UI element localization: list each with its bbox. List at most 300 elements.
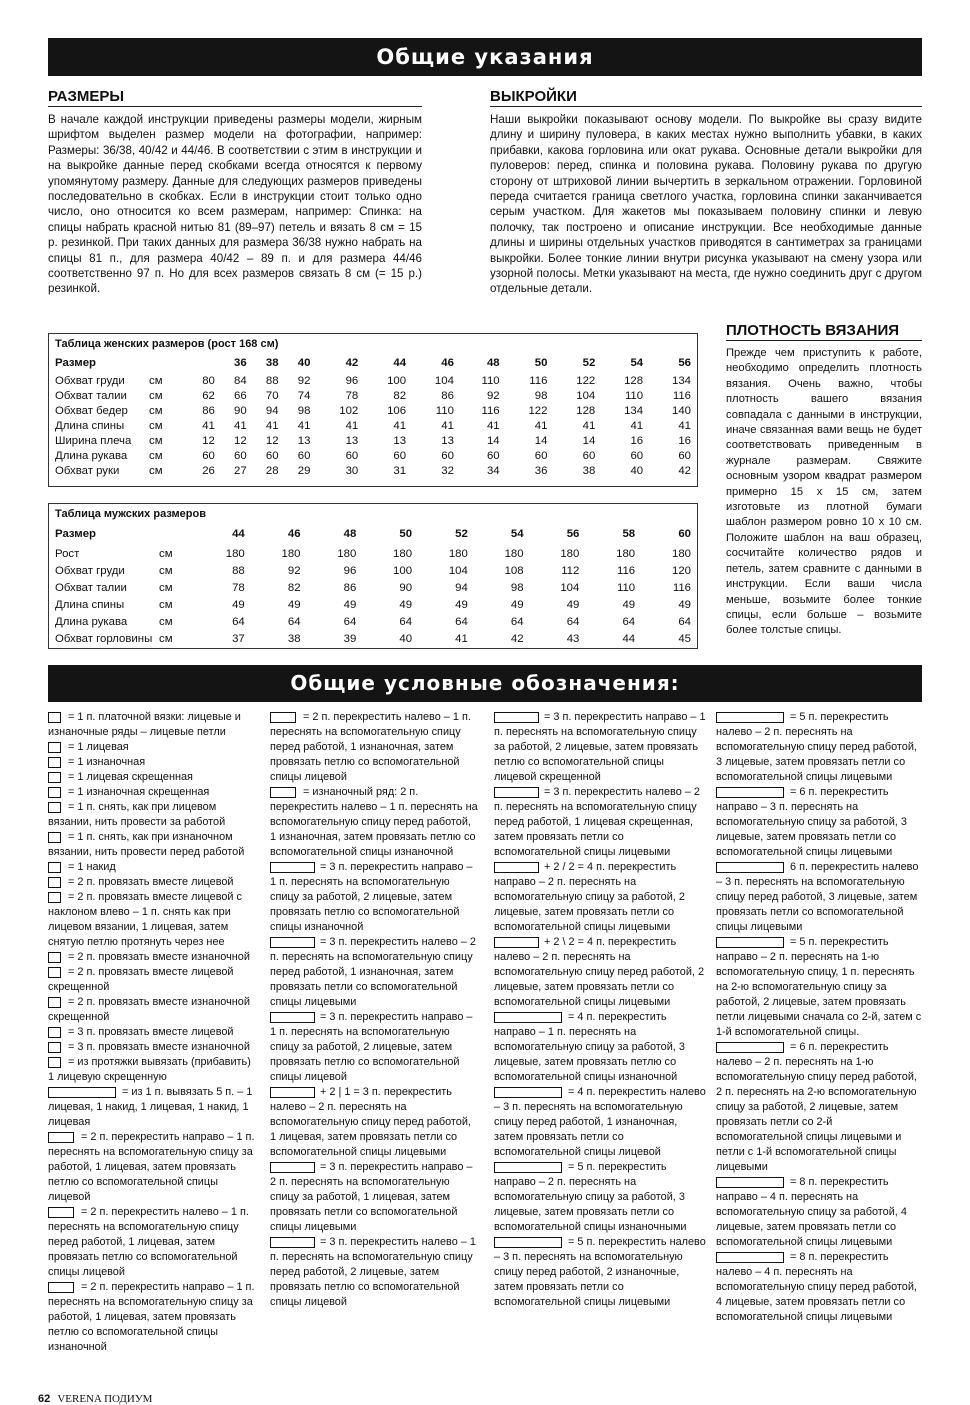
legend-text: = 3 п. перекрестить направо – 1 п. переснять на вспомогательную спицу за работой, 2 лицевые, затем провязать петлю со вспомогательной спицы изнаночной bbox=[270, 861, 473, 933]
table-cell: 49 bbox=[455, 598, 468, 611]
table-cell: 96 bbox=[345, 374, 359, 387]
legend-text: = 3 п. перекрестить налево – 2 п. переснять на вспомогательную спицу перед работой, 1 лицевая скрещенная, затем провязать петли со вспомогательной спицы лицевыми bbox=[494, 786, 700, 858]
table-cell: 13 bbox=[441, 434, 454, 447]
table-cell: 41 bbox=[630, 419, 644, 432]
table-cell: 64 bbox=[232, 615, 245, 628]
legend-item bbox=[48, 1280, 256, 1355]
legend-item bbox=[48, 785, 256, 800]
table-cell: 100 bbox=[393, 564, 413, 577]
table-cell: 94 bbox=[265, 404, 279, 417]
table-cell: 13 bbox=[297, 434, 311, 447]
table-cell: 90 bbox=[399, 581, 413, 594]
legend-text: + 2 \ 2 = 4 п. перекрестить налево – 2 п. переснять на вспомогательную спицу перед работой, 2 лицевые, затем провязать петли со вспомогательной спицы лицевыми bbox=[494, 936, 705, 1008]
row-unit: см bbox=[159, 581, 173, 594]
table-cell: 180 bbox=[448, 547, 468, 560]
legend-item bbox=[48, 710, 256, 740]
stitch-symbol-icon bbox=[48, 1207, 74, 1218]
legend-item bbox=[716, 935, 922, 1040]
stitch-symbol-icon bbox=[270, 862, 315, 873]
row-label: Обхват талии bbox=[55, 581, 127, 594]
size-header-cell: 46 bbox=[441, 356, 454, 369]
section-banner-legend: Общие условные обозначения: bbox=[48, 665, 922, 702]
stitch-symbol-icon bbox=[494, 712, 539, 723]
legend-text: = 2 п. провязать вместе изнаночной bbox=[68, 951, 250, 963]
row-unit: см bbox=[149, 434, 163, 447]
size-header-cell: 54 bbox=[510, 527, 524, 540]
legend-item bbox=[48, 770, 256, 785]
legend-item bbox=[494, 1010, 706, 1085]
table-cell: 31 bbox=[393, 464, 407, 477]
table-cell: 98 bbox=[534, 389, 548, 402]
legend-item bbox=[494, 935, 706, 1010]
stitch-symbol-icon bbox=[494, 1012, 562, 1023]
legend-item bbox=[270, 860, 480, 935]
table-cell: 14 bbox=[486, 434, 500, 447]
table-cell: 38 bbox=[287, 632, 301, 645]
legend-text: = 5 п. перекрестить налево – 3 п. переснять на вспомогательную спицу перед работой, 2 изнаночные, затем провязать петли со вспомогательной спицы лицевыми bbox=[494, 1236, 706, 1308]
stitch-symbol-icon bbox=[716, 937, 784, 948]
table-cell: 106 bbox=[387, 404, 407, 417]
table-cell: 116 bbox=[672, 389, 691, 402]
table-cell: 39 bbox=[343, 632, 357, 645]
table-row bbox=[55, 545, 691, 562]
table-row bbox=[55, 579, 691, 596]
table-cell: 92 bbox=[486, 389, 500, 402]
legend-text: = 1 лицевая скрещенная bbox=[68, 771, 193, 783]
table-row bbox=[55, 630, 691, 647]
table-cell: 88 bbox=[265, 374, 279, 387]
table-cell: 60 bbox=[393, 449, 407, 462]
legend-item bbox=[48, 890, 256, 950]
stitch-symbol-icon bbox=[48, 997, 61, 1008]
women-table-grid bbox=[55, 352, 691, 478]
legend-item bbox=[48, 1130, 256, 1205]
legend-text: = 3 п. перекрестить направо – 1 п. переснять на вспомогательную спицу за работой, 2 лицевые, затем провязать петлю со вспомогательной спицы лицевой скрещенной bbox=[494, 711, 706, 783]
row-unit: см bbox=[149, 374, 163, 387]
stitch-symbol-icon bbox=[48, 1087, 116, 1098]
table-cell: 64 bbox=[622, 615, 636, 628]
size-header-cell: 40 bbox=[297, 356, 311, 369]
legend-text: = 3 п. перекрестить налево – 2 п. переснять на вспомогательную спицу перед работой, 1 изнаночная, затем провязать петли со вспомогательной спицы лицевыми bbox=[270, 936, 476, 1008]
stitch-symbol-icon bbox=[48, 967, 61, 978]
stitch-symbol-icon bbox=[494, 937, 539, 948]
size-header-cell: 50 bbox=[399, 527, 413, 540]
stitch-symbol-icon bbox=[48, 862, 61, 873]
legend-item bbox=[494, 1160, 706, 1235]
table-cell: 60 bbox=[582, 449, 596, 462]
table-cell: 42 bbox=[510, 632, 524, 645]
legend-item bbox=[494, 785, 706, 860]
table-cell: 180 bbox=[393, 547, 413, 560]
header-label: Размер bbox=[55, 356, 97, 369]
table-cell: 110 bbox=[435, 404, 454, 417]
table-cell: 41 bbox=[455, 632, 468, 645]
table-cell: 94 bbox=[455, 581, 468, 594]
row-unit: см bbox=[159, 547, 173, 560]
table-cell: 60 bbox=[345, 449, 359, 462]
legend-item bbox=[48, 860, 256, 875]
table-cell: 45 bbox=[678, 632, 691, 645]
table-cell: 64 bbox=[566, 615, 580, 628]
legend-item bbox=[48, 965, 256, 995]
page-number: 62 bbox=[38, 1393, 51, 1405]
stitch-symbol-icon bbox=[716, 862, 784, 873]
stitch-symbol-icon bbox=[48, 832, 61, 843]
table-cell: 92 bbox=[287, 564, 301, 577]
table-cell: 98 bbox=[297, 404, 311, 417]
legend-text: = 2 п. провязать вместе лицевой с наклоном влево – 1 п. снять как при лицевом вязании, 1 лицевая, затем снятую петлю протянуть через нее bbox=[48, 891, 242, 948]
stitch-symbol-icon bbox=[494, 787, 539, 798]
legend-text: = 3 п. перекрестить налево – 1 п. переснять на вспомогательную спицу перед работой, 2 лицевые, затем провязать петлю со вспомогательной спицы лицевой bbox=[270, 1236, 476, 1308]
table-cell: 134 bbox=[624, 404, 644, 417]
stitch-symbol-icon bbox=[48, 757, 61, 768]
legend-item bbox=[494, 1085, 706, 1160]
table-cell: 49 bbox=[678, 598, 691, 611]
legend-item bbox=[48, 1025, 256, 1040]
stitch-symbol-icon bbox=[48, 877, 61, 888]
table-cell: 104 bbox=[576, 389, 596, 402]
table-cell: 49 bbox=[399, 598, 413, 611]
table-cell: 60 bbox=[486, 449, 500, 462]
row-label: Обхват груди bbox=[55, 564, 125, 577]
table-cell: 104 bbox=[448, 564, 468, 577]
legend-text: = 8 п. перекрестить налево – 4 п. переснять на вспомогательную спицу перед работой, 4 лицевые, затем провязать петли со вспомогательной спицы лицевыми bbox=[716, 1251, 917, 1323]
legend-text: = 1 п. снять, как при лицевом вязании, нить провести за работой bbox=[48, 801, 226, 828]
legend-text: = 5 п. перекрестить налево – 2 п. переснять на вспомогательную спицу перед работой, 3 лицевые, затем провязать петли со вспомогательной спицы лицевыми bbox=[716, 711, 917, 783]
legend-item bbox=[48, 1085, 256, 1130]
legend-text: = изнаночный ряд: 2 п. перекрестить налево – 1 п. переснять на вспомогательную спицу перед работой, 1 изнаночная, затем провязать петлю со вспомогательной спицы изнаночной bbox=[270, 786, 478, 858]
table-cell: 16 bbox=[630, 434, 644, 447]
legend-text: = 3 п. перекрестить направо – 2 п. переснять на вспомогательную спицу за работой, 1 лицевая, затем провязать петли со вспомогательной спицы лицевыми bbox=[270, 1161, 473, 1233]
legend-text: = 1 п. платочной вязки: лицевые и изнаночные ряды – лицевые петли bbox=[48, 711, 241, 738]
table-cell: 49 bbox=[622, 598, 636, 611]
table-cell: 140 bbox=[671, 404, 691, 417]
table-cell: 88 bbox=[232, 564, 245, 577]
legend-text: = 2 п. провязать вместе изнаночной скрещенной bbox=[48, 996, 250, 1023]
row-unit: см bbox=[149, 464, 163, 477]
table-cell: 122 bbox=[576, 374, 596, 387]
table-cell: 100 bbox=[387, 374, 407, 387]
table-cell: 40 bbox=[399, 632, 413, 645]
table-cell: 116 bbox=[672, 581, 691, 594]
legend-item bbox=[270, 785, 480, 860]
table-cell: 41 bbox=[441, 419, 454, 432]
table-cell: 92 bbox=[297, 374, 311, 387]
table-cell: 112 bbox=[561, 564, 580, 577]
men-table-grid bbox=[55, 522, 691, 647]
size-header-cell: 54 bbox=[630, 356, 644, 369]
density-text: Прежде чем приступить к работе, необходимо определить плотность вязания. Очень важно, чтобы плотность вашего вязания совпадала с данными в инструкции, иначе связанная вами вещь не будет соответствовать приведенным в журнале размерам. Свяжите основным узором квадрат размером примерно 15 х 15 см, затем изготовьте из плотной бумаги шаблон размером ровно 10 х 10 см. Положите шаблон на ваш образец, сосчитайте количество рядов и петель, затем сравните с данными в инструкции. Если ваши числа меньше, возьмите более тонкие спицы, если больше – возьмите более толстые спицы. bbox=[726, 347, 922, 637]
legend-item bbox=[48, 875, 256, 890]
table-cell: 134 bbox=[671, 374, 691, 387]
row-unit: см bbox=[149, 389, 163, 402]
stitch-symbol-icon bbox=[48, 892, 61, 903]
legend-text: = 1 п. снять, как при изнаночном вязании, нить провести перед работой bbox=[48, 831, 245, 858]
legend-item bbox=[48, 755, 256, 770]
table-header-row bbox=[55, 352, 691, 373]
table-cell: 13 bbox=[393, 434, 407, 447]
stitch-symbol-icon bbox=[494, 1162, 562, 1173]
men-size-table bbox=[48, 503, 698, 649]
table-row bbox=[55, 448, 691, 463]
table-cell: 27 bbox=[234, 464, 247, 477]
legend-item bbox=[270, 1235, 480, 1310]
row-unit: см bbox=[159, 632, 173, 645]
legend-item bbox=[270, 1010, 480, 1085]
legend-item bbox=[494, 860, 706, 935]
table-header-row bbox=[55, 522, 691, 545]
table-cell: 86 bbox=[202, 404, 215, 417]
legend-item bbox=[48, 830, 256, 860]
table-cell: 34 bbox=[486, 464, 500, 477]
legend-text: = 6 п. перекрестить направо – 3 п. переснять на вспомогательную спицу за работой, 3 лицевые, затем провязать петли со вспомогательной спицы лицевыми bbox=[716, 786, 907, 858]
size-header-cell: 52 bbox=[582, 356, 596, 369]
stitch-symbol-icon bbox=[270, 787, 296, 798]
stitch-symbol-icon bbox=[716, 1252, 784, 1263]
table-cell: 116 bbox=[616, 564, 636, 577]
header-label: Размер bbox=[55, 527, 97, 540]
table-cell: 30 bbox=[345, 464, 359, 477]
table-cell: 44 bbox=[622, 632, 636, 645]
women-table-caption: Таблица женских размеров (рост 168 см) bbox=[55, 338, 279, 350]
legend-item bbox=[48, 740, 256, 755]
size-header-cell: 56 bbox=[566, 527, 580, 540]
legend-item bbox=[270, 935, 480, 1010]
size-header-cell: 56 bbox=[678, 356, 691, 369]
legend-column-2 bbox=[270, 710, 480, 1310]
table-cell: 41 bbox=[297, 419, 311, 432]
size-header-cell bbox=[183, 352, 215, 373]
table-cell: 60 bbox=[202, 449, 215, 462]
table-cell: 41 bbox=[345, 419, 359, 432]
legend-item bbox=[494, 1235, 706, 1310]
table-cell: 180 bbox=[616, 547, 636, 560]
row-unit: см bbox=[159, 598, 173, 611]
table-cell: 180 bbox=[671, 547, 691, 560]
legend-item bbox=[716, 1175, 922, 1250]
legend-item bbox=[48, 950, 256, 965]
table-cell: 60 bbox=[441, 449, 454, 462]
size-header-cell: 46 bbox=[287, 527, 301, 540]
table-cell: 82 bbox=[393, 389, 407, 402]
stitch-symbol-icon bbox=[48, 1042, 61, 1053]
legend-item bbox=[270, 710, 480, 785]
table-cell: 60 bbox=[534, 449, 548, 462]
table-cell: 122 bbox=[528, 404, 548, 417]
page-footer bbox=[38, 1393, 152, 1405]
stitch-symbol-icon bbox=[48, 1132, 74, 1143]
legend-text: = 2 п. перекрестить налево – 1 п. переснять на вспомогательную спицу перед работой, 1 лицевая, затем провязать петлю со вспомогательной спицы лицевой bbox=[48, 1206, 249, 1278]
table-cell: 62 bbox=[202, 389, 215, 402]
table-row bbox=[55, 403, 691, 418]
stitch-symbol-icon bbox=[270, 937, 315, 948]
table-cell: 41 bbox=[678, 419, 691, 432]
legend-text: = 2 п. перекрестить направо – 1 п. переснять на вспомогательную спицу за работой, 1 лицевая, затем провязать петлю со вспомогательной спицы лицевой bbox=[48, 1131, 255, 1203]
table-cell: 64 bbox=[343, 615, 357, 628]
table-cell: 64 bbox=[455, 615, 468, 628]
table-cell: 70 bbox=[265, 389, 279, 402]
row-unit: см bbox=[149, 449, 163, 462]
legend-item bbox=[48, 1055, 256, 1085]
legend-text: = 3 п. провязать вместе изнаночной bbox=[68, 1041, 250, 1053]
table-cell: 110 bbox=[616, 581, 636, 594]
row-label: Обхват горловины bbox=[55, 632, 153, 645]
row-label: Обхват руки bbox=[55, 464, 120, 477]
row-label: Обхват талии bbox=[55, 389, 127, 402]
row-label: Длина спины bbox=[55, 419, 125, 432]
table-cell: 108 bbox=[504, 564, 524, 577]
table-cell: 12 bbox=[234, 434, 247, 447]
legend-text: = 2 п. провязать вместе лицевой bbox=[68, 876, 234, 888]
table-cell: 128 bbox=[576, 404, 596, 417]
table-cell: 116 bbox=[481, 404, 500, 417]
table-cell: 60 bbox=[630, 449, 644, 462]
table-cell: 64 bbox=[399, 615, 413, 628]
stitch-symbol-icon bbox=[48, 952, 61, 963]
row-unit: см bbox=[159, 615, 173, 628]
table-cell: 60 bbox=[678, 449, 691, 462]
legend-text: = 2 п. перекрестить направо – 1 п. переснять на вспомогательную спицу за работой, 1 лицевая, затем провязать петлю со вспомогательной спицы изнаночной bbox=[48, 1281, 255, 1353]
size-header-cell: 44 bbox=[393, 356, 407, 369]
legend-item bbox=[48, 800, 256, 830]
row-label: Длина рукава bbox=[55, 449, 128, 462]
size-header-cell: 44 bbox=[232, 527, 245, 540]
legend-column-1 bbox=[48, 710, 256, 1355]
table-cell: 96 bbox=[343, 564, 357, 577]
table-cell: 13 bbox=[345, 434, 359, 447]
stitch-symbol-icon bbox=[48, 802, 61, 813]
size-header-cell: 42 bbox=[345, 356, 359, 369]
table-cell: 90 bbox=[234, 404, 247, 417]
legend-item bbox=[48, 1040, 256, 1055]
table-cell: 41 bbox=[202, 419, 215, 432]
legend-text: = из 1 п. вывязать 5 п. – 1 лицевая, 1 накид, 1 лицевая, 1 накид, 1 лицевая bbox=[48, 1086, 253, 1128]
table-row bbox=[55, 463, 691, 478]
legend-text: = 1 изнаночная скрещенная bbox=[68, 786, 210, 798]
row-label: Ширина плеча bbox=[55, 434, 132, 447]
legend-text: = 6 п. перекрестить налево – 2 п. переснять на 1-ю вспомогательную спицу перед работой, 2 п. переснять на 2-ю вспомогательную спицу за работой, 2 лицевые, затем провязать петли со 2-й вспомогательной спицы лицевыми и петли с 1-й вспомогательной спицы лицевыми bbox=[716, 1041, 917, 1173]
table-row bbox=[55, 388, 691, 403]
table-row bbox=[55, 562, 691, 579]
table-cell: 12 bbox=[265, 434, 279, 447]
table-cell: 80 bbox=[202, 374, 215, 387]
density-heading: ПЛОТНОСТЬ ВЯЗАНИЯ bbox=[726, 322, 922, 341]
legend-text: = 1 изнаночная bbox=[68, 756, 146, 768]
table-cell: 49 bbox=[566, 598, 580, 611]
table-cell: 49 bbox=[287, 598, 301, 611]
legend-item bbox=[716, 860, 922, 935]
legend-text: = 1 накид bbox=[68, 861, 116, 873]
table-cell: 82 bbox=[287, 581, 301, 594]
legend-item bbox=[48, 1205, 256, 1280]
table-cell: 32 bbox=[441, 464, 454, 477]
patterns-text: Наши выкройки показывают основу модели. По выкройке вы сразу видите длину и ширину пуловера, в каких местах нужно выполнить убавки, в каких прибавки, какова горловина или окат рукава. Основные детали выкройки для пуловеров: перед, спинка и половина рукава. Половину рукава по другую сторону от штриховой линии вычертить в зеркальном отражении. Горловиной переда считается граница светлого участка, горловина спинки заканчивается серым участком. Для жакетов мы показываем половину спинки и левую полочку, так построено и описание инструкции. Все необходимые данные длины и ширины отдельных участков приводятся в сантиметрах за границами выкройки. Более тонкие линии внутри рисунка указывают на смену узора или узорной полосы. Метки указывают на места, где нужно соединить друг с другом отдельные детали. bbox=[490, 113, 922, 296]
table-cell: 41 bbox=[265, 419, 279, 432]
stitch-symbol-icon bbox=[48, 772, 61, 783]
legend-text: = 4 п. перекрестить налево – 3 п. переснять на вспомогательную спицу перед работой, 1 изнаночная, затем провязать петли со вспомогательной спицы лицевой bbox=[494, 1086, 706, 1158]
table-cell: 60 bbox=[265, 449, 279, 462]
stitch-symbol-icon bbox=[494, 862, 539, 873]
table-cell: 40 bbox=[630, 464, 644, 477]
row-unit: см bbox=[159, 564, 173, 577]
row-label: Обхват бедер bbox=[55, 404, 128, 417]
table-cell: 84 bbox=[234, 374, 247, 387]
legend-text: = 4 п. перекрестить направо – 1 п. переснять на вспомогательную спицу за работой, 3 лицевые, затем провязать петлю со вспомогательной спицы изнаночной bbox=[494, 1011, 685, 1083]
table-row bbox=[55, 433, 691, 448]
stitch-symbol-icon bbox=[270, 1237, 315, 1248]
table-cell: 180 bbox=[337, 547, 357, 560]
legend-text: = 5 п. перекрестить направо – 2 п. переснять на 1-ю вспомогательную спицу, 1 п. переснять на 2-ю вспомогательную спицу за работой, 2 лицевые, затем провязать петли лицевыми сначала со 2-й, затем с 1-й вспомогательной спицы. bbox=[716, 936, 922, 1038]
stitch-symbol-icon bbox=[48, 742, 61, 753]
table-cell: 14 bbox=[534, 434, 548, 447]
stitch-symbol-icon bbox=[48, 1027, 61, 1038]
legend-item bbox=[716, 1040, 922, 1175]
row-label: Длина спины bbox=[55, 598, 125, 611]
header-spacer bbox=[149, 352, 183, 373]
legend-column-3 bbox=[494, 710, 706, 1310]
stitch-symbol-icon bbox=[716, 712, 784, 723]
legend-text: = 3 п. провязать вместе лицевой bbox=[68, 1026, 234, 1038]
legend-item bbox=[270, 1160, 480, 1235]
table-cell: 86 bbox=[441, 389, 454, 402]
legend-text: = из протяжки вывязать (прибавить) 1 лицевую скрещенную bbox=[48, 1056, 251, 1083]
stitch-symbol-icon bbox=[716, 1042, 784, 1053]
table-cell: 110 bbox=[481, 374, 500, 387]
table-cell: 60 bbox=[297, 449, 311, 462]
table-row bbox=[55, 596, 691, 613]
table-cell: 64 bbox=[287, 615, 301, 628]
table-cell: 26 bbox=[202, 464, 215, 477]
legend-item bbox=[716, 785, 922, 860]
size-header-cell: 52 bbox=[455, 527, 468, 540]
row-label: Рост bbox=[55, 547, 80, 560]
legend-text: + 2 | 1 = 3 п. перекрестить налево – 2 п. переснять на вспомогательную спицу перед работой, 1 лицевая, затем провязать петли со вспомогательной спицы лицевыми bbox=[270, 1086, 471, 1158]
stitch-symbol-icon bbox=[270, 1012, 315, 1023]
table-cell: 104 bbox=[560, 581, 580, 594]
patterns-heading: ВЫКРОЙКИ bbox=[490, 88, 922, 107]
sizes-heading: РАЗМЕРЫ bbox=[48, 88, 422, 107]
stitch-symbol-icon bbox=[48, 1057, 61, 1068]
legend-text: = 2 п. перекрестить налево – 1 п. переснять на вспомогательную спицу перед работой, 1 изнаночная, затем провязать петлю со вспомогательной спицы лицевой bbox=[270, 711, 471, 783]
table-cell: 29 bbox=[297, 464, 311, 477]
size-header-cell: 48 bbox=[343, 527, 357, 540]
stitch-symbol-icon bbox=[270, 712, 296, 723]
legend-item bbox=[716, 1250, 922, 1325]
table-cell: 49 bbox=[510, 598, 524, 611]
table-cell: 16 bbox=[678, 434, 691, 447]
table-cell: 180 bbox=[281, 547, 301, 560]
table-cell: 60 bbox=[234, 449, 247, 462]
table-cell: 120 bbox=[671, 564, 691, 577]
table-cell: 41 bbox=[582, 419, 596, 432]
legend-item bbox=[716, 710, 922, 785]
table-cell: 49 bbox=[343, 598, 357, 611]
table-cell: 41 bbox=[393, 419, 407, 432]
magazine-brand: VERENA ПОДИУМ bbox=[57, 1393, 153, 1405]
row-label: Обхват груди bbox=[55, 374, 125, 387]
size-header-cell: 38 bbox=[265, 356, 279, 369]
legend-text: = 8 п. перекрестить направо – 4 п. переснять на вспомогательную спицу за работой, 4 лицевые, затем провязать петли со вспомогательной спицы лицевыми bbox=[716, 1176, 907, 1248]
table-cell: 66 bbox=[234, 389, 247, 402]
stitch-symbol-icon bbox=[48, 712, 61, 723]
size-header-cell: 60 bbox=[678, 527, 691, 540]
row-unit: см bbox=[149, 419, 163, 432]
stitch-symbol-icon bbox=[48, 787, 61, 798]
table-cell: 37 bbox=[232, 632, 245, 645]
legend-text: + 2 / 2 = 4 п. перекрестить направо – 2 п. переснять на вспомогательную спицу за работой, 2 лицевые, затем провязать петли со вспомогательной спицы лицевыми bbox=[494, 861, 685, 933]
table-cell: 78 bbox=[232, 581, 245, 594]
table-cell: 38 bbox=[582, 464, 596, 477]
